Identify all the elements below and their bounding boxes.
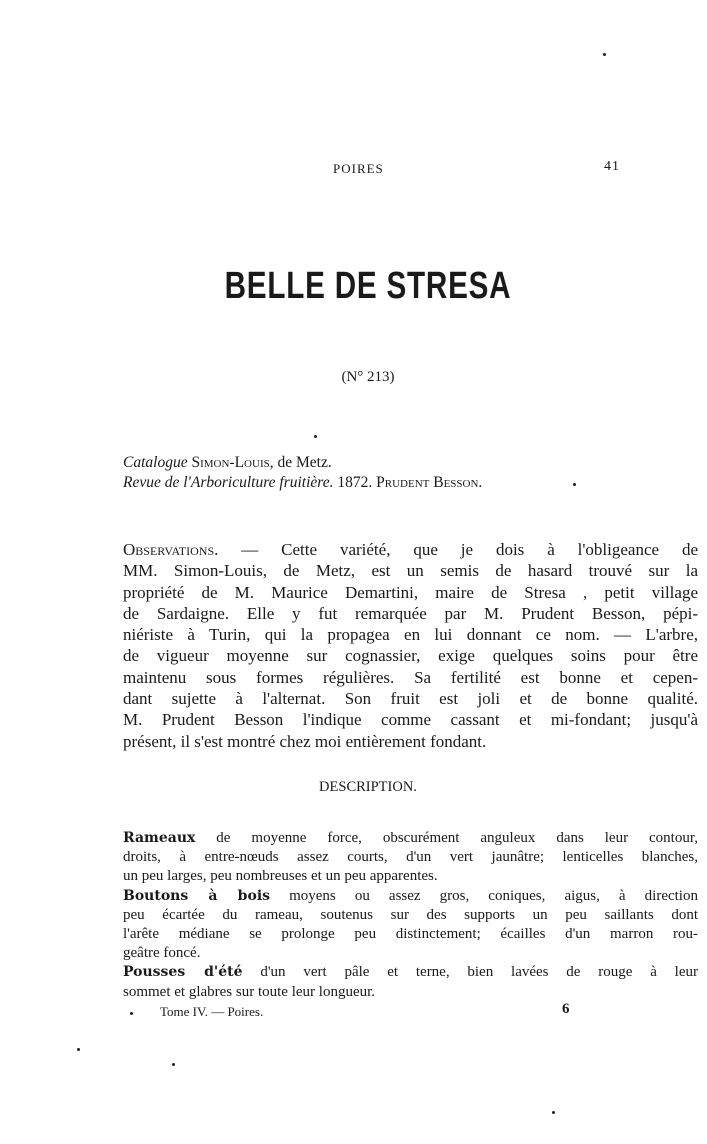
footer-signature: Tome IV. — Poires. (160, 1004, 264, 1019)
text-line: dant sujette à l'alternat. Son fruit est joli et de bonne qualité. (123, 689, 698, 709)
term-pousses: Pousses d'été (123, 964, 243, 981)
reference-1 (123, 454, 332, 472)
page-number: 41 (604, 159, 620, 174)
ref-rest: 1872. (333, 474, 377, 491)
text-line: droits, à entre-nœuds assez courts, d'un vert jaunâtre; lenticelles blanches, (123, 849, 698, 866)
page-title: BELLE DE STRESA (224, 265, 512, 307)
ref-italic: Catalogue (123, 454, 188, 471)
text-line: — Cette variété, que je dois à l'obligeance de (218, 540, 698, 559)
speck (573, 483, 576, 486)
speck (77, 1048, 80, 1051)
speck (130, 1012, 133, 1015)
text-line: moyens ou assez gros, coniques, aigus, à direction (270, 887, 698, 904)
ref-author: Prudent Besson. (376, 474, 483, 491)
text-line: l'arête médiane se prolonge peu distinctement; écailles d'un marron rou- (123, 925, 698, 942)
observations-paragraph (123, 539, 698, 752)
text-line: d'un vert pâle et terne, bien lavées de rouge à leur (242, 964, 699, 981)
reference-2 (123, 474, 482, 492)
text-line: niériste à Turin, qui la propagea en lui donnant ce nom. — L'arbre, (123, 625, 698, 645)
text-line: maintenu sous formes régulières. Sa fertilité est bonne et cepen- (123, 667, 698, 687)
text-line: M. Prudent Besson l'indique comme cassant et mi-fondant; jusqu'à (123, 710, 698, 730)
text-line: sommet et glabres sur toute leur longueur. (123, 983, 376, 1000)
speck (603, 53, 606, 56)
text-line: MM. Simon-Louis, de Metz, est un semis de hasard trouvé sur la (123, 561, 698, 581)
text-line: de vigueur moyenne sur cognassier, exige quelques soins pour être (123, 646, 698, 666)
ref-author: Simon-Louis (191, 454, 270, 471)
text-line: de Sardaigne. Elle y fut remarquée par M. Prudent Besson, pépi- (123, 603, 698, 623)
ref-italic: Revue de l'Arboriculture fruitière. (123, 474, 334, 491)
speck (314, 435, 317, 438)
variety-number: (N° 213) (341, 369, 395, 385)
text-line: présent, il s'est montré chez moi entièrement fondant. (123, 731, 487, 751)
ref-rest: , de Metz. (269, 454, 332, 471)
text-line: un peu larges, peu nombreuses et un peu apparentes. (123, 868, 438, 885)
description-body (123, 830, 698, 1003)
sheet-number: 6 (562, 1001, 570, 1017)
description-heading: DESCRIPTION. (319, 779, 417, 795)
text-line: de moyenne force, obscurément anguleux dans leur contour, (195, 830, 698, 846)
text-line: peu écartée du rameau, soutenus sur des supports un peu saillants dont (123, 906, 698, 923)
text-line: geâtre foncé. (123, 945, 201, 962)
term-boutons: Boutons à bois (123, 887, 271, 904)
running-title: POIRES (333, 161, 384, 176)
speck (172, 1063, 175, 1066)
text-line: propriété de M. Maurice Demartini, maire de Stresa , petit village (123, 582, 698, 602)
observations-label: Observations. (123, 540, 219, 559)
speck (552, 1111, 555, 1114)
term-rameaux: Rameaux (123, 830, 196, 846)
